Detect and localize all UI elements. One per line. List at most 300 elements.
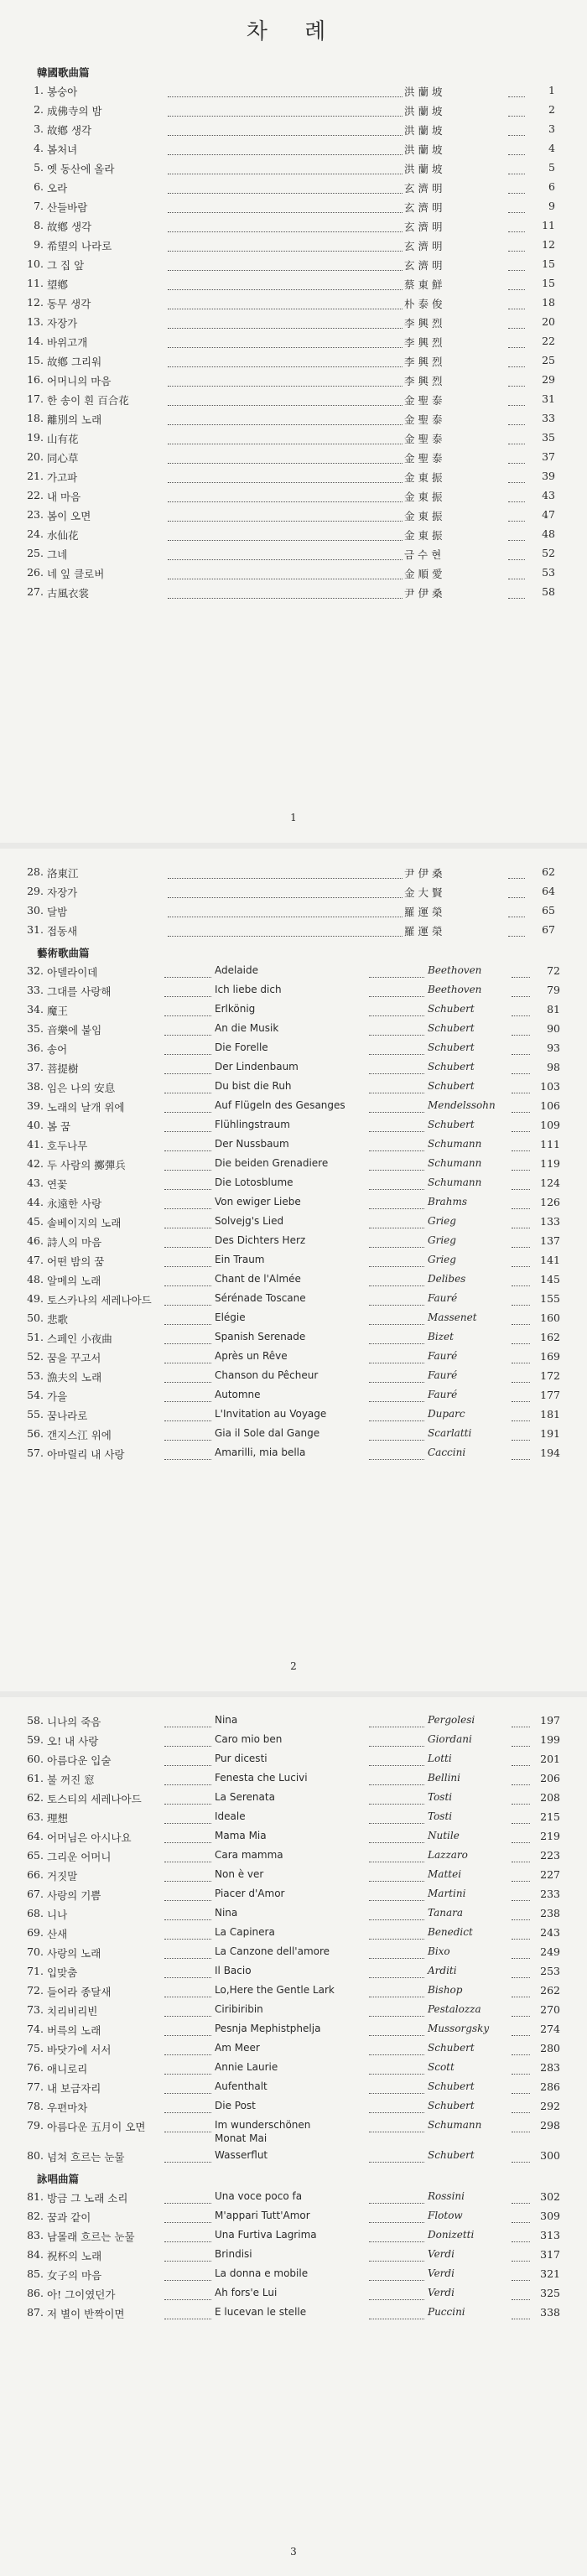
dot-leader [508,251,525,252]
toc-entry [0,1311,587,1331]
entry-page: 25 [542,354,555,366]
entry-page: 262 [540,1984,560,1997]
original-title: Nina [215,1714,238,1726]
dot-leader [168,897,403,898]
entry-title: 토스카나의 세레나아드 [47,1294,152,1306]
composer-name: 金 聖 泰 [404,413,443,426]
entry-title: 바닷가에 서서 [47,2044,112,2056]
dot-leader [164,2093,211,2094]
entry-number: 19. [27,431,44,444]
dot-leader [508,482,525,483]
composer-name: 金 聖 泰 [404,394,443,407]
entry-title: 아마릴리 내 사랑 [47,1448,125,1461]
entry-number: 46. [27,1234,44,1247]
entry-title: 離別의 노래 [47,413,102,426]
composer-name: Bizet [428,1331,454,1343]
composer-name: Tosti [428,1791,453,1803]
entry-page: 18 [542,296,555,309]
dot-leader [512,1112,530,1113]
dot-leader [164,1401,211,1402]
dot-leader [369,1977,424,1978]
entry-title: 그 집 앞 [47,259,85,272]
entry-page: 4 [548,142,555,154]
entry-page: 249 [540,1945,560,1958]
dot-leader [168,366,403,367]
toc-entry [0,1772,587,1791]
toc-entry [0,2248,587,2267]
composer-name: Schumann [428,1157,482,1169]
entry-page: 238 [540,1907,560,1919]
entry-page: 106 [540,1099,560,1112]
entry-title: 봄 꿈 [47,1120,71,1133]
entry-number: 21. [27,470,44,482]
composer-name: 李 興 烈 [404,356,443,368]
dot-leader [168,193,403,194]
dot-leader [164,1765,211,1766]
entry-title: 연꽃 [47,1178,68,1191]
toc-entry [0,1022,587,1041]
dot-leader [508,193,525,194]
entry-page: 302 [540,2190,560,2203]
section-heading: 藝術歌曲篇 [37,947,90,959]
entry-page: 109 [540,1119,560,1131]
original-title: Mama Mia [215,1830,267,1841]
entry-number: 6. [34,180,44,193]
entry-page: 155 [540,1292,560,1305]
dot-leader [164,1746,211,1747]
original-title: Caro mio ben [215,1733,283,1745]
dot-leader [168,482,403,483]
toc-entry [0,2229,587,2248]
entry-number: 81. [27,2190,44,2203]
entry-number: 15. [27,354,44,366]
toc-entry [0,1753,587,1772]
dot-leader [512,1324,530,1325]
entry-title: 니나의 죽음 [47,1716,101,1728]
toc-entry [0,296,587,315]
composer-name: 羅 運 榮 [404,906,443,918]
entry-title: 접동새 [47,925,78,937]
entry-number: 74. [27,2023,44,2035]
entry-title: 아델라이데 [47,966,98,979]
dot-leader [512,1746,530,1747]
toc-entry [0,431,587,450]
composer-name: Brahms [428,1196,467,1208]
dot-leader [508,463,525,464]
entry-title: 자장가 [47,886,78,899]
entry-title: 꿈을 꾸고서 [47,1352,101,1364]
toc-entry [0,2190,587,2210]
entry-page: 137 [540,1234,560,1247]
entry-page: 72 [547,964,560,977]
composer-name: 李 興 烈 [404,336,443,349]
composer-name: Verdi [428,2287,455,2298]
entry-title: 바위고개 [47,336,88,349]
dot-leader [508,540,525,541]
dot-leader [164,2035,211,2036]
original-title: Chant de l'Almée [215,1273,301,1285]
toc-entry [0,238,587,257]
dot-leader [168,116,403,117]
toc-entry [0,1733,587,1753]
entry-number: 40. [27,1119,44,1131]
toc-entry [0,1907,587,1926]
entry-title: 詩人의 마음 [47,1236,102,1249]
composer-name: Schumann [428,1176,482,1188]
toc-entry [0,547,587,566]
dot-leader [369,1881,424,1882]
original-title: Una Furtiva Lagrima [215,2229,317,2241]
dot-leader [508,154,525,155]
composer-name: 金 聖 泰 [404,433,443,445]
original-title: Flühlingstraum [215,1119,290,1130]
dot-leader [512,2299,530,2300]
toc-entry [0,180,587,200]
entry-number: 32. [27,964,44,977]
composer-name: 洪 蘭 坡 [404,163,443,175]
dot-leader [369,2074,424,2075]
dot-leader [369,1765,424,1766]
entry-title: 理想 [47,1812,69,1825]
dot-leader [508,231,525,232]
original-title: Lo,Here the Gentle Lark [215,1984,335,1996]
entry-number: 31. [27,923,44,936]
entry-number: 54. [27,1389,44,1401]
entry-number: 38. [27,1080,44,1093]
dot-leader [168,521,403,522]
toc-entry [0,2119,587,2149]
entry-page: 286 [540,2080,560,2093]
original-title: La Serenata [215,1791,275,1803]
entry-title: 悲歌 [47,1313,69,1326]
composer-name: Fauré [428,1389,458,1400]
original-title: Erlkönig [215,1003,256,1015]
entry-page: 9 [548,200,555,212]
original-title: Piacer d'Amor [215,1888,285,1899]
original-title: Ah fors'e Lui [215,2287,278,2298]
dot-leader [512,1881,530,1882]
entry-title: 두 사람의 擲彈兵 [47,1159,126,1171]
toc-entry [0,1945,587,1965]
entry-title: 漁夫의 노래 [47,1371,102,1384]
original-title: Ideale [215,1810,246,1822]
composer-name: Schubert [428,1061,475,1072]
entry-page: 280 [540,2042,560,2054]
toc-entry [0,566,587,585]
toc-entry [0,1176,587,1196]
original-title: Gia il Sole dal Gange [215,1427,320,1439]
toc-entry [0,1292,587,1311]
original-title: Du bist die Ruh [215,1080,292,1092]
composer-name: Scarlatti [428,1427,472,1439]
dot-leader [512,1919,530,1920]
toc-entry [0,1215,587,1234]
dot-leader [168,212,403,213]
dot-leader [512,1420,530,1421]
dot-leader [168,936,403,937]
dot-leader [369,1247,424,1248]
original-title: Am Meer [215,2042,260,2054]
dot-leader [164,1266,211,1267]
section-heading: 韓國歌曲篇 [37,66,90,79]
entry-number: 44. [27,1196,44,1208]
dot-leader [164,2074,211,2075]
entry-page: 325 [540,2287,560,2299]
dot-leader [164,2299,211,2300]
entry-title: 내 보금자리 [47,2082,101,2095]
original-title: Der Lindenbaum [215,1061,299,1072]
toc-entry [0,1157,587,1176]
dot-leader [164,2112,211,2113]
dot-leader [512,1015,530,1016]
entry-number: 83. [27,2229,44,2241]
entry-page: 126 [540,1196,560,1208]
entry-number: 63. [27,1810,44,1823]
dot-leader [164,1035,211,1036]
entry-page: 43 [542,489,555,501]
dot-leader [508,501,525,502]
original-title: Monat Mai [215,2132,268,2144]
entry-page: 177 [540,1389,560,1401]
toc-entry [0,219,587,238]
dot-leader [512,1343,530,1344]
composer-name: Lotti [428,1753,452,1764]
composer-name: Massenet [428,1311,477,1323]
entry-number: 86. [27,2287,44,2299]
composer-name: 金 東 振 [404,471,443,484]
dot-leader [369,2016,424,2017]
entry-number: 62. [27,1791,44,1804]
entry-page: 141 [540,1254,560,1266]
entry-number: 23. [27,508,44,521]
composer-name: 洪 蘭 坡 [404,105,443,117]
original-title: Cara mamma [215,1849,283,1861]
toc-entry [0,1984,587,2003]
dot-leader [369,996,424,997]
entry-page: 62 [542,865,555,878]
entry-title: 故鄕 그리워 [47,356,102,368]
entry-title: 古風衣裳 [47,587,90,600]
dot-leader [369,1939,424,1940]
entry-page: 15 [542,277,555,289]
dot-leader [164,2261,211,2262]
original-title: Die Forelle [215,1041,268,1053]
entry-page: 93 [547,1041,560,1054]
composer-name: Benedict [428,1926,473,1938]
toc-entry [0,1965,587,1984]
entry-number: 69. [27,1926,44,1939]
dot-leader [164,2241,211,2242]
dot-leader [512,1285,530,1286]
dot-leader [369,1035,424,1036]
original-title: Sérénade Toscane [215,1292,306,1304]
entry-page: 65 [542,904,555,917]
dot-leader [508,328,525,329]
entry-page: 233 [540,1888,560,1900]
composer-name: Mendelssohn [428,1099,496,1111]
entry-page: 133 [540,1215,560,1228]
composer-name: Puccini [428,2306,465,2318]
entry-page: 317 [540,2248,560,2261]
composer-name: 尹 伊 桑 [404,587,443,600]
dot-leader [512,1266,530,1267]
dot-leader [369,1958,424,1959]
dot-leader [369,1401,424,1402]
composer-name: Verdi [428,2267,455,2279]
dot-leader [508,212,525,213]
dot-leader [512,1150,530,1151]
dot-leader [369,1170,424,1171]
dot-leader [369,1073,424,1074]
toc-entry [0,2287,587,2306]
dot-leader [168,251,403,252]
toc-entry [0,1061,587,1080]
dot-leader [512,1131,530,1132]
entry-page: 124 [540,1176,560,1189]
entry-number: 50. [27,1311,44,1324]
original-title: Nina [215,1907,238,1919]
entry-title: 洛東江 [47,867,79,880]
original-title: Pesnja Mephistphelja [215,2023,321,2034]
composer-name: Lazzaro [428,1849,468,1861]
dot-leader [164,1247,211,1248]
entry-title: 거짓말 [47,1870,78,1883]
entry-number: 47. [27,1254,44,1266]
entry-title: 가고파 [47,471,78,484]
dot-leader [168,154,403,155]
entry-number: 58. [27,1714,44,1727]
dot-leader [164,1382,211,1383]
composer-name: Schubert [428,1022,475,1034]
entry-page: 15 [542,257,555,270]
entry-page: 111 [540,1138,560,1150]
composer-name: Schubert [428,2042,475,2054]
dot-leader [512,1804,530,1805]
entry-number: 45. [27,1215,44,1228]
dot-leader [512,1208,530,1209]
composer-name: Beethoven [428,964,482,976]
dot-leader [512,1189,530,1190]
composer-name: 玄 濟 明 [404,201,443,214]
dot-leader [512,2280,530,2281]
entry-number: 36. [27,1041,44,1054]
page-number: 1 [290,812,297,823]
dot-leader [164,2222,211,2223]
entry-title: 내 마음 [47,491,81,503]
entry-page: 90 [547,1022,560,1035]
entry-title: 봉숭아 [47,86,78,98]
entry-title: 한 송이 흰 百合花 [47,394,129,407]
dot-leader [168,559,403,560]
entry-number: 12. [27,296,44,309]
entry-page: 253 [540,1965,560,1977]
toc-entry [0,1849,587,1868]
toc-entry [0,470,587,489]
original-title: Brindisi [215,2248,252,2260]
dot-leader [369,1112,424,1113]
dot-leader [369,1208,424,1209]
composer-name: Schubert [428,1003,475,1015]
entry-title: 넘쳐 흐르는 눈물 [47,2151,125,2163]
entry-page: 53 [542,566,555,579]
entry-number: 25. [27,547,44,559]
original-title: Auf Flügeln des Gesanges [215,1099,345,1111]
toc-entry [0,1926,587,1945]
toc-entry [0,450,587,470]
entry-page: 300 [540,2149,560,2162]
entry-number: 13. [27,315,44,328]
entry-title: 希望의 나라로 [47,240,112,252]
toc-entry [0,335,587,354]
original-title: Elégie [215,1311,246,1323]
dot-leader [164,1784,211,1785]
entry-page: 2 [548,103,555,116]
composer-name: Fauré [428,1292,458,1304]
entry-page: 292 [540,2100,560,2112]
dot-leader [512,977,530,978]
entry-title: 솔베이지의 노래 [47,1217,122,1229]
toc-entry [0,2306,587,2325]
dot-leader [512,2093,530,2094]
entry-page: 201 [540,1753,560,1765]
entry-number: 37. [27,1061,44,1073]
original-title: Wasserflut [215,2149,268,2161]
entry-number: 64. [27,1830,44,1842]
original-title: Von ewiger Liebe [215,1196,301,1208]
entry-page: 98 [547,1061,560,1073]
original-title: E lucevan le stelle [215,2306,307,2318]
dot-leader [508,521,525,522]
toc-entry [0,1369,587,1389]
dot-leader [168,878,403,879]
dot-leader [512,1073,530,1074]
dot-leader [164,2016,211,2017]
dot-leader [168,386,403,387]
entry-number: 20. [27,450,44,463]
entry-page: 48 [542,527,555,540]
dot-leader [369,1285,424,1286]
composer-name: 金 東 振 [404,510,443,522]
entry-number: 49. [27,1292,44,1305]
entry-title: 불 꺼진 窓 [47,1774,95,1786]
toc-entry [0,2080,587,2100]
entry-number: 85. [27,2267,44,2280]
entry-title: 남몰래 흐르는 눈물 [47,2231,135,2243]
dot-leader [164,2280,211,2281]
entry-number: 41. [27,1138,44,1150]
toc-entry [0,373,587,392]
toc-entry [0,1099,587,1119]
entry-number: 7. [34,200,44,212]
dot-leader [164,996,211,997]
toc-entry [0,1408,587,1427]
composer-name: Giordani [428,1733,472,1745]
dot-leader [369,1746,424,1747]
composer-name: Schumann [428,2119,482,2131]
original-title: Amarilli, mia bella [215,1446,306,1458]
dot-leader [369,1305,424,1306]
dot-leader [508,878,525,879]
entry-number: 51. [27,1331,44,1343]
entry-page: 37 [542,450,555,463]
toc-entry [0,2149,587,2168]
composer-name: Schubert [428,2149,475,2161]
entry-title: 어떤 밤의 꿈 [47,1255,105,1268]
entry-title: 故鄕 생각 [47,124,92,137]
entry-number: 28. [27,865,44,878]
composer-name: 玄 濟 明 [404,182,443,195]
toc-entry [0,103,587,122]
